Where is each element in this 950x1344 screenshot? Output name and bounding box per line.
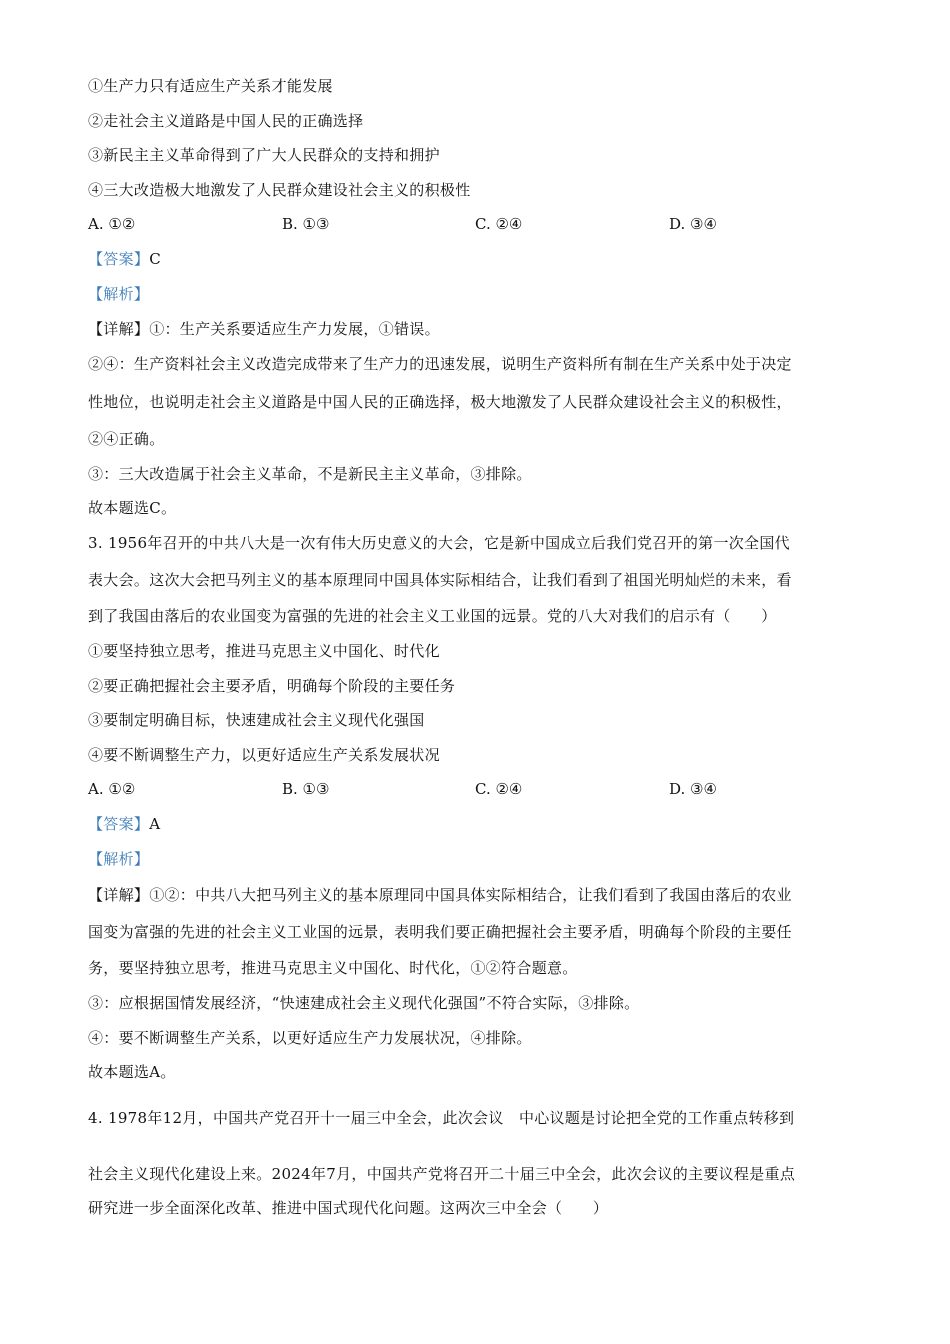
q3-detail-5: ④：要不断调整生产关系，以更好适应生产力发展状况，④排除。 [88,1029,532,1047]
q4-stem-1: 4. 1978年12月，中国共产党召开十一届三中全会，此次会议 中心议题是讨论把全党的工作重点转移到 [88,1109,795,1127]
q2-statement-3: ③新民主主义革命得到了广大人民群众的支持和拥护 [88,146,440,164]
detail-tag: 【详解】 [88,886,150,904]
q3-detail-4: ③：应根据国情发展经济，“快速建成社会主义现代化强国”不符合实际，③排除。 [88,994,640,1012]
q4-stem-3: 研究进一步全面深化改革、推进中国式现代化问题。这两次三中全会（ ） [88,1199,609,1217]
q2-conclusion: 故本题选C。 [88,499,177,517]
q2-detail-4: ②④正确。 [88,430,165,448]
q3-option-c: C. ②④ [475,780,523,798]
q4-stem-2: 社会主义现代化建设上来。2024年7月，中国共产党将召开二十届三中全会，此次会议的主要议程是重点 [88,1165,796,1183]
q3-conclusion: 故本题选A。 [88,1063,176,1081]
q3-option-a: A. ①② [88,780,136,798]
q2-analysis-tag: 【解析】 [88,285,150,303]
q3-option-b: B. ①③ [282,780,330,798]
q3-answer [88,814,160,834]
detail-text: ①：生产关系要适应生产力发展，①错误。 [149,320,440,338]
detail-tag: 【详解】 [88,320,150,338]
q2-answer [88,249,161,269]
q3-stem-3: 到了我国由落后的农业国变为富强的先进的社会主义工业国的远景。党的八大对我们的启示有（ ） [88,607,777,625]
q2-option-a: A. ①② [88,215,136,233]
q3-detail-3: 务，要坚持独立思考，推进马克思主义中国化、时代化，①②符合题意。 [88,959,578,977]
q2-statement-1: ①生产力只有适应生产关系才能发展 [88,77,333,95]
q2-statement-4: ④三大改造极大地激发了人民群众建设社会主义的积极性 [88,181,471,199]
q3-stem-1: 3. 1956年召开的中共八大是一次有伟大历史意义的大会，它是新中国成立后我们党召开的第一次全国代 [88,534,790,552]
q3-detail-2: 国变为富强的先进的社会主义工业国的远景，表明我们要正确把握社会主要矛盾，明确每个阶段的主要任 [88,923,792,941]
q2-option-b: B. ①③ [282,215,330,233]
q2-option-d: D. ③④ [669,215,717,233]
q2-detail-3: 性地位，也说明走社会主义道路是中国人民的正确选择，极大地激发了人民群众建设社会主义的积极性， [88,393,792,411]
q2-option-c: C. ②④ [475,215,523,233]
q2-statement-2: ②走社会主义道路是中国人民的正确选择 [88,112,364,130]
answer-tag: 【答案】 [88,815,150,833]
q3-statement-3: ③要制定明确目标，快速建成社会主义现代化强国 [88,711,425,729]
answer-tag: 【答案】 [88,250,150,268]
q3-statement-2: ②要正确把握社会主要矛盾，明确每个阶段的主要任务 [88,677,456,695]
detail-text: ①②：中共八大把马列主义的基本原理同中国具体实际相结合，让我们看到了我国由落后的农业 [149,886,792,904]
q2-detail-5: ③：三大改造属于社会主义革命，不是新民主主义革命，③排除。 [88,465,532,483]
q3-detail-1 [88,885,792,905]
q3-statement-1: ①要坚持独立思考，推进马克思主义中国化、时代化 [88,642,440,660]
answer-value: C [149,250,161,268]
q2-detail-2: ②④：生产资料社会主义改造完成带来了生产力的迅速发展，说明生产资料所有制在生产关系中处于决定 [88,355,792,373]
q3-statement-4: ④要不断调整生产力，以更好适应生产关系发展状况 [88,746,440,764]
answer-value: A [149,815,161,833]
q3-analysis-tag: 【解析】 [88,850,150,868]
q3-option-d: D. ③④ [669,780,717,798]
q3-stem-2: 表大会。这次大会把马列主义的基本原理同中国具体实际相结合，让我们看到了祖国光明灿烂的未来，看 [88,571,792,589]
q2-detail-1 [88,319,440,339]
